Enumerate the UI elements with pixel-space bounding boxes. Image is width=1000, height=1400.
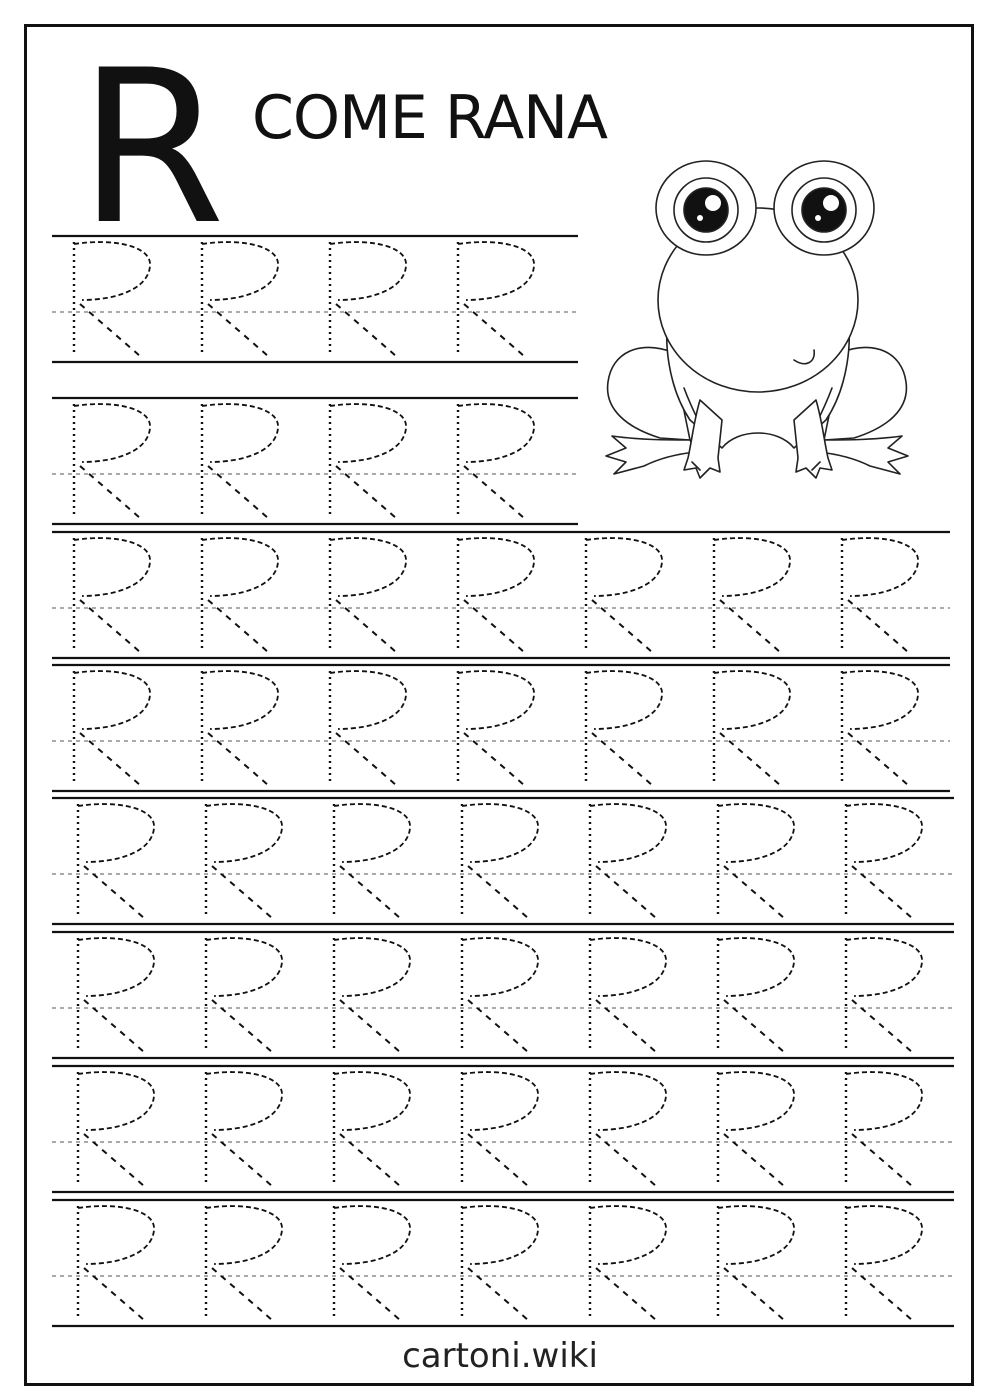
trace-letter-r xyxy=(74,404,150,518)
trace-letter-r xyxy=(202,671,278,785)
trace-letter-r xyxy=(714,538,790,652)
trace-letter-r xyxy=(462,804,538,918)
tracing-row xyxy=(52,236,578,362)
trace-letter-r xyxy=(842,671,918,785)
trace-letter-r xyxy=(590,1072,666,1186)
trace-letter-r xyxy=(74,671,150,785)
trace-letter-r xyxy=(462,1072,538,1186)
trace-letter-r xyxy=(202,404,278,518)
trace-letter-r xyxy=(718,1206,794,1320)
trace-letter-r xyxy=(590,804,666,918)
trace-letter-r xyxy=(74,538,150,652)
trace-letter-r xyxy=(206,804,282,918)
trace-letter-r xyxy=(462,1206,538,1320)
trace-letter-r xyxy=(586,671,662,785)
trace-letter-r xyxy=(586,538,662,652)
trace-letter-r xyxy=(334,938,410,1052)
trace-letter-r xyxy=(458,538,534,652)
tracing-row xyxy=(52,932,954,1058)
trace-letter-r xyxy=(590,938,666,1052)
trace-letter-r xyxy=(202,538,278,652)
trace-letter-r xyxy=(718,804,794,918)
tracing-row xyxy=(52,532,950,658)
trace-letter-r xyxy=(78,1072,154,1186)
trace-letter-r xyxy=(334,804,410,918)
trace-letter-r xyxy=(846,1072,922,1186)
tracing-row xyxy=(52,798,954,924)
trace-letter-r xyxy=(846,804,922,918)
trace-letter-r xyxy=(718,938,794,1052)
tracing-row xyxy=(52,398,578,524)
trace-letter-r xyxy=(458,242,534,356)
trace-letter-r xyxy=(462,938,538,1052)
trace-letter-r xyxy=(330,671,406,785)
trace-letter-r xyxy=(78,804,154,918)
featured-letter: R xyxy=(78,24,222,271)
frog-illustration xyxy=(606,161,908,478)
trace-letter-r xyxy=(334,1072,410,1186)
trace-letter-r xyxy=(202,242,278,356)
trace-letter-r xyxy=(206,1206,282,1320)
trace-letter-r xyxy=(842,538,918,652)
trace-letter-r xyxy=(206,1072,282,1186)
trace-letter-r xyxy=(846,1206,922,1320)
trace-letter-r xyxy=(206,938,282,1052)
tracing-row xyxy=(52,1066,954,1192)
trace-letter-r xyxy=(458,404,534,518)
frog-left-foot xyxy=(606,436,696,474)
frog-right-pupil xyxy=(802,188,846,232)
trace-letter-r xyxy=(78,1206,154,1320)
trace-letter-r xyxy=(334,1206,410,1320)
trace-letter-r xyxy=(458,671,534,785)
trace-letter-r xyxy=(846,938,922,1052)
trace-letter-r xyxy=(330,404,406,518)
trace-letter-r xyxy=(330,242,406,356)
trace-letter-r xyxy=(78,938,154,1052)
trace-letter-r xyxy=(330,538,406,652)
frog-left-pupil xyxy=(684,188,728,232)
trace-letter-r xyxy=(590,1206,666,1320)
worksheet-title: COME RANA xyxy=(252,83,608,153)
trace-letter-r xyxy=(718,1072,794,1186)
trace-letter-r xyxy=(74,242,150,356)
tracing-row xyxy=(52,665,950,791)
trace-letter-r xyxy=(714,671,790,785)
footer-site: cartoni.wiki xyxy=(402,1336,598,1376)
tracing-row xyxy=(52,1200,954,1326)
